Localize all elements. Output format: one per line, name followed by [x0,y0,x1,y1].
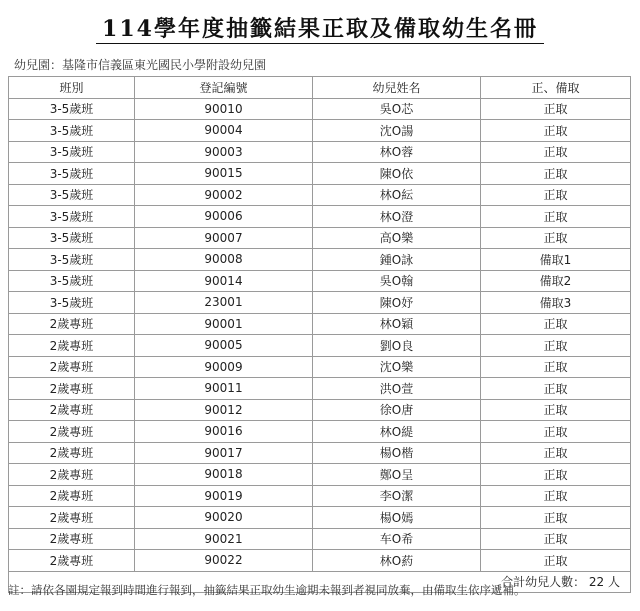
table-header-row [9,77,631,99]
cell-class: 3-5歲班 [9,206,135,228]
cell-status: 正取 [481,184,631,206]
cell-class: 3-5歲班 [9,249,135,271]
roster-table [8,76,631,593]
cell-status: 正取 [481,227,631,249]
cell-class: 2歲專班 [9,378,135,400]
table-row [9,442,631,464]
cell-reg-number: 90016 [135,421,313,443]
document-title: 114學年度抽籤結果正取及備取幼生名冊 [0,12,640,43]
cell-class: 2歲專班 [9,528,135,550]
total-count: 合計幼兒人數： 22 人 [9,571,631,593]
school-label: 幼兒園：基隆市信義區東光國民小學附設幼兒園 [14,58,267,72]
cell-child-name: 楊O楷 [313,442,481,464]
cell-reg-number: 90021 [135,528,313,550]
table-row [9,184,631,206]
cell-status: 正取 [481,550,631,572]
cell-status: 備取3 [481,292,631,314]
cell-status: 正取 [481,356,631,378]
cell-status: 正取 [481,98,631,120]
cell-reg-number: 90011 [135,378,313,400]
cell-status: 正取 [481,120,631,142]
cell-child-name: 鄭O呈 [313,464,481,486]
cell-reg-number: 23001 [135,292,313,314]
table-row [9,227,631,249]
cell-child-name: 徐O唐 [313,399,481,421]
cell-status: 正取 [481,313,631,335]
cell-status: 備取2 [481,270,631,292]
table-row [9,98,631,120]
table-row [9,378,631,400]
cell-class: 3-5歲班 [9,120,135,142]
cell-reg-number: 90008 [135,249,313,271]
table-row [9,421,631,443]
cell-class: 2歲專班 [9,356,135,378]
table-row [9,335,631,357]
table-row [9,356,631,378]
cell-child-name: 林O葯 [313,550,481,572]
cell-class: 2歲專班 [9,335,135,357]
table-row [9,399,631,421]
table-row [9,313,631,335]
cell-reg-number: 90014 [135,270,313,292]
cell-class: 3-5歲班 [9,292,135,314]
cell-reg-number: 90002 [135,184,313,206]
cell-child-name: 沈O樂 [313,356,481,378]
cell-reg-number: 90012 [135,399,313,421]
cell-reg-number: 90010 [135,98,313,120]
cell-reg-number: 90017 [135,442,313,464]
cell-reg-number: 90003 [135,141,313,163]
cell-status: 正取 [481,442,631,464]
table-row [9,270,631,292]
cell-child-name: 鍾O詠 [313,249,481,271]
cell-reg-number: 90022 [135,550,313,572]
cell-status: 正取 [481,335,631,357]
cell-reg-number: 90020 [135,507,313,529]
footnote: 註：請依各園規定報到時間進行報到，抽籤結果正取幼生逾期未報到者視同放棄，由備取生依序遞補。 [8,583,526,597]
cell-reg-number: 90009 [135,356,313,378]
header-child-name: 幼兒姓名 [313,77,481,99]
header-status: 正、備取 [481,77,631,99]
table-row [9,528,631,550]
cell-status: 正取 [481,485,631,507]
cell-reg-number: 90001 [135,313,313,335]
cell-class: 3-5歲班 [9,227,135,249]
cell-class: 2歲專班 [9,550,135,572]
cell-status: 正取 [481,528,631,550]
cell-reg-number: 90007 [135,227,313,249]
cell-child-name: 林O穎 [313,313,481,335]
cell-child-name: 车O希 [313,528,481,550]
cell-child-name: 沈O諹 [313,120,481,142]
cell-reg-number: 90005 [135,335,313,357]
table-row [9,464,631,486]
cell-reg-number: 90019 [135,485,313,507]
table-row [9,249,631,271]
cell-class: 2歲專班 [9,399,135,421]
cell-class: 2歲專班 [9,464,135,486]
cell-status: 正取 [481,421,631,443]
cell-class: 2歲專班 [9,485,135,507]
table-row [9,141,631,163]
cell-child-name: 洪O萱 [313,378,481,400]
cell-child-name: 吳O芯 [313,98,481,120]
cell-child-name: 林O蓉 [313,141,481,163]
header-class: 班別 [9,77,135,99]
cell-class: 3-5歲班 [9,98,135,120]
cell-child-name: 林O澄 [313,206,481,228]
cell-reg-number: 90006 [135,206,313,228]
cell-status: 備取1 [481,249,631,271]
cell-class: 2歲專班 [9,313,135,335]
table-row [9,206,631,228]
cell-child-name: 林O紜 [313,184,481,206]
cell-class: 2歲專班 [9,421,135,443]
cell-status: 正取 [481,378,631,400]
cell-class: 3-5歲班 [9,184,135,206]
header-reg-number: 登記編號 [135,77,313,99]
cell-status: 正取 [481,206,631,228]
table-row [9,507,631,529]
cell-status: 正取 [481,399,631,421]
cell-status: 正取 [481,163,631,185]
cell-class: 3-5歲班 [9,270,135,292]
table-row [9,120,631,142]
table-row [9,163,631,185]
cell-reg-number: 90018 [135,464,313,486]
cell-status: 正取 [481,141,631,163]
table-row [9,550,631,572]
cell-child-name: 林O緹 [313,421,481,443]
cell-child-name: 陳O妤 [313,292,481,314]
cell-status: 正取 [481,507,631,529]
table-row [9,485,631,507]
table-row [9,292,631,314]
cell-status: 正取 [481,464,631,486]
cell-child-name: 李O潔 [313,485,481,507]
cell-child-name: 陳O依 [313,163,481,185]
cell-child-name: 高O樂 [313,227,481,249]
cell-class: 2歲專班 [9,507,135,529]
cell-child-name: 劉O良 [313,335,481,357]
cell-reg-number: 90004 [135,120,313,142]
cell-class: 2歲專班 [9,442,135,464]
cell-child-name: 吳O翰 [313,270,481,292]
cell-class: 3-5歲班 [9,163,135,185]
cell-reg-number: 90015 [135,163,313,185]
cell-child-name: 楊O嫣 [313,507,481,529]
cell-class: 3-5歲班 [9,141,135,163]
